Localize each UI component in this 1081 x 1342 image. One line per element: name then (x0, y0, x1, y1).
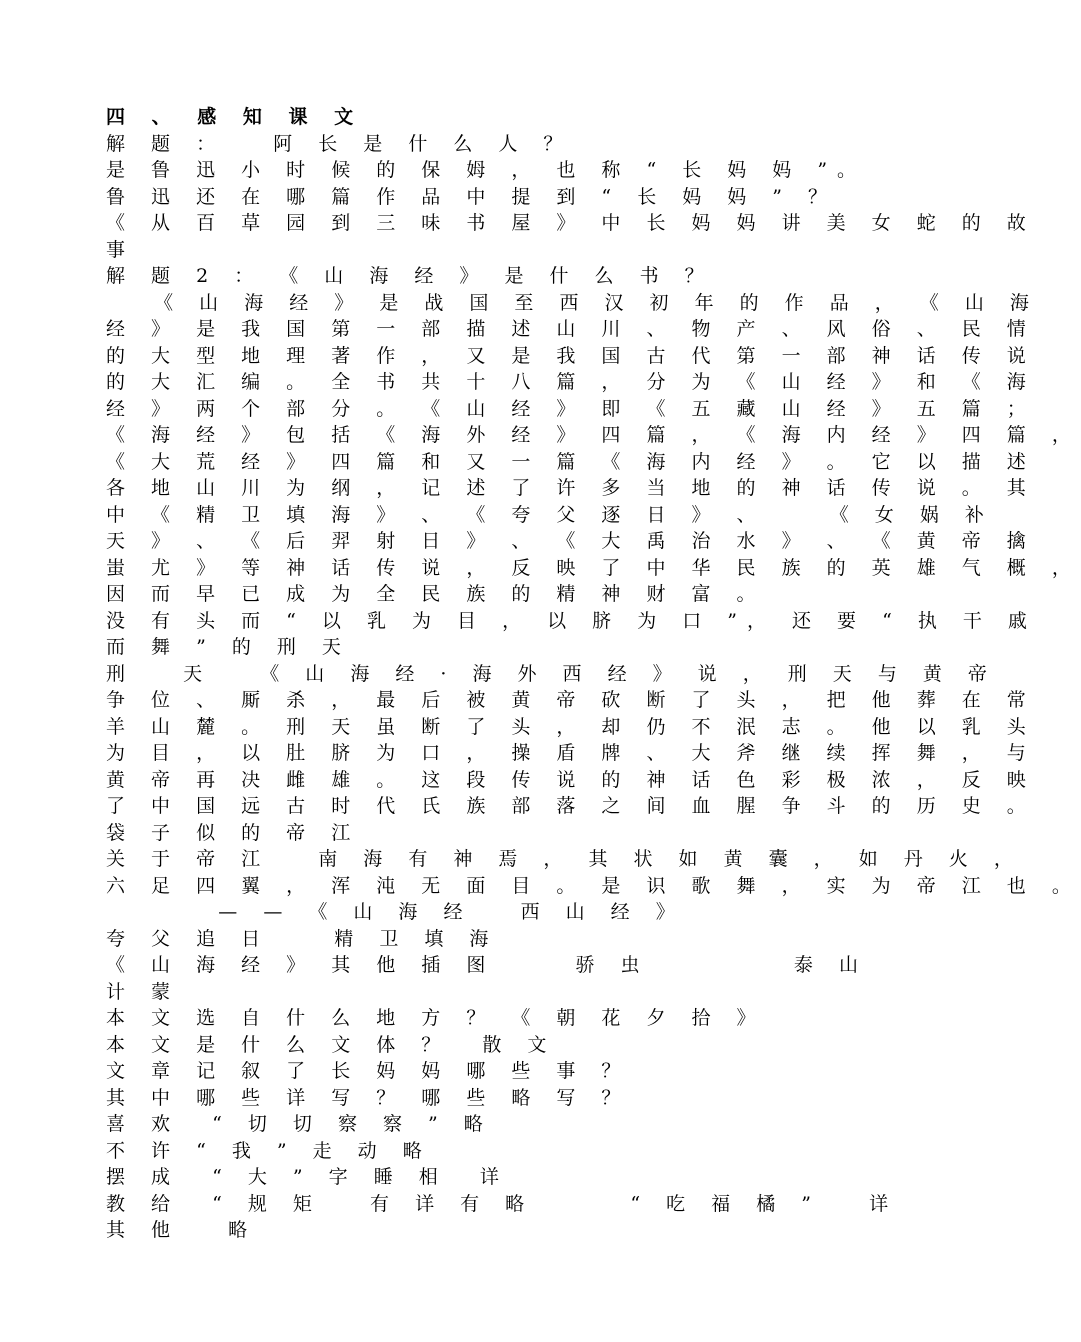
text-line: 而 舞 ” 的 刑 天 (106, 636, 351, 658)
text-line: 解 题 2 ： 《 山 海 经 》 是 什 么 书 ？ (106, 265, 714, 287)
text-line: 《 山 海 经 》 是 战 国 至 西 汉 初 年 的 作 品 ， 《 山 海 (106, 291, 1039, 314)
text-line: 天 》 、 《 后 羿 射 日 》 、 《 大 禹 治 水 》 、 《 黄 帝 擒 (106, 530, 1036, 552)
text-line: 教 给 “ 规 矩 有 详 有 略 “ 吃 福 橘 ” 详 (106, 1192, 899, 1215)
text-line: 了 中 国 远 古 时 代 氏 族 部 落 之 间 血 腥 争 斗 的 历 史 。 (106, 795, 1036, 817)
text-line: 中 《 精 卫 填 海 》 、 《 夸 父 逐 日 》 、 《 女 娲 补 (106, 503, 994, 526)
text-line: 文 章 记 叙 了 长 妈 妈 哪 些 事 ？ (106, 1060, 631, 1082)
text-line: 关 于 帝 江 南 海 有 神 焉 ， 其 状 如 黄 囊 ， 如 丹 火 ， (106, 848, 1023, 870)
text-line: 刑 天 《 山 海 经 · 海 外 西 经 》 说 ， 刑 天 与 黄 帝 (106, 662, 997, 685)
text-line: 的 大 型 地 理 著 作 ， 又 是 我 国 古 代 第 一 部 神 话 传 说 (106, 344, 1036, 367)
text-line: 因 而 早 已 成 为 全 民 族 的 精 神 财 富 。 (106, 583, 766, 605)
text-line: 六 足 四 翼 ， 浑 沌 无 面 目 。 是 识 歌 舞 ， 实 为 帝 江 也 。 (106, 874, 1081, 897)
text-line: 袋 子 似 的 帝 江 (106, 821, 361, 844)
text-line: 其 中 哪 些 详 写 ？ 哪 些 略 写 ？ (106, 1086, 631, 1109)
text-line: 羊 山 麓 。 刑 天 虽 断 了 头 ， 却 仍 不 泯 志 。 他 以 乳 头 (106, 715, 1036, 738)
text-line: 计 蒙 (106, 980, 181, 1003)
text-line: 本 文 选 自 什 么 地 方 ？ 《 朝 花 夕 拾 》 (106, 1007, 766, 1029)
text-line: 为 目 ， 以 肚 脐 为 口 ， 操 盾 牌 、 大 斧 继 续 挥 舞 ， 与 (106, 742, 1036, 764)
text-line: 蚩 尤 》 等 神 话 传 说 ， 反 映 了 中 华 民 族 的 英 雄 气 概 ， (106, 556, 1081, 579)
text-line: 《 海 经 》 包 括 《 海 外 经 》 四 篇 ， 《 海 内 经 》 四 篇 ， (106, 424, 1081, 446)
text-line: 的 大 汇 编 。 全 书 共 十 八 篇 ， 分 为 《 山 经 》 和 《 海 (106, 371, 1036, 393)
text-line: 《 山 海 经 》 其 他 插 图 骄 虫 泰 山 (106, 954, 868, 976)
text-line: 是 鲁 迅 小 时 候 的 保 姆 ， 也 称 “ 长 妈 妈 ”。 (106, 159, 867, 181)
text-line: 《 大 荒 经 》 四 篇 和 又 一 篇 《 海 内 经 》 。 它 以 描 述 (106, 450, 1036, 473)
text-line: 争 位 、 厮 杀 ， 最 后 被 黄 帝 砍 断 了 头 ， 把 他 葬 在 常 (106, 689, 1036, 711)
text-line: 摆 成 “ 大 ” 字 睡 相 详 (106, 1166, 509, 1188)
text-line: 经 》 两 个 部 分 。 《 山 经 》 即 《 五 藏 山 经 》 五 篇 ； (106, 397, 1036, 420)
text-line: 《 从 百 草 园 到 三 味 书 屋 》 中 长 妈 妈 讲 美 女 蛇 的 故 (106, 212, 1036, 234)
text-line: — — 《 山 海 经 西 山 经 》 (106, 901, 685, 923)
text-line: 黄 帝 再 决 雌 雄 。 这 段 传 说 的 神 话 色 彩 极 浓 ， 反 映 (106, 768, 1036, 791)
text-line: 夸 父 追 日 精 卫 填 海 (106, 927, 499, 950)
text-line: 鲁 迅 还 在 哪 篇 作 品 中 提 到 “ 长 妈 妈 ” ？ (106, 185, 838, 208)
text-line: 事 (106, 238, 136, 261)
text-line: 解 题 ： 阿 长 是 什 么 人 ？ (106, 132, 573, 155)
text-line: 不 许 “ 我 ” 走 动 略 (106, 1139, 432, 1162)
document-page (106, 104, 1081, 1244)
text-line: 经 》 是 我 国 第 一 部 描 述 山 川 、 物 产 、 风 俗 、 民 情 (106, 318, 1036, 340)
text-line: 其 他 略 (106, 1219, 258, 1241)
text-line: 各 地 山 川 为 纲 ， 记 述 了 许 多 当 地 的 神 话 传 说 。 其 (106, 477, 1036, 499)
section-heading: 四 、 感 知 课 文 (106, 106, 364, 128)
text-line: 本 文 是 什 么 文 体 ？ 散 文 (106, 1033, 557, 1056)
text-line: 喜 欢 “ 切 切 察 察 ” 略 (106, 1113, 493, 1135)
text-line: 没 有 头 而 “ 以 乳 为 目 ， 以 脐 为 口 ”， 还 要 “ 执 干 戚 (106, 609, 1037, 632)
